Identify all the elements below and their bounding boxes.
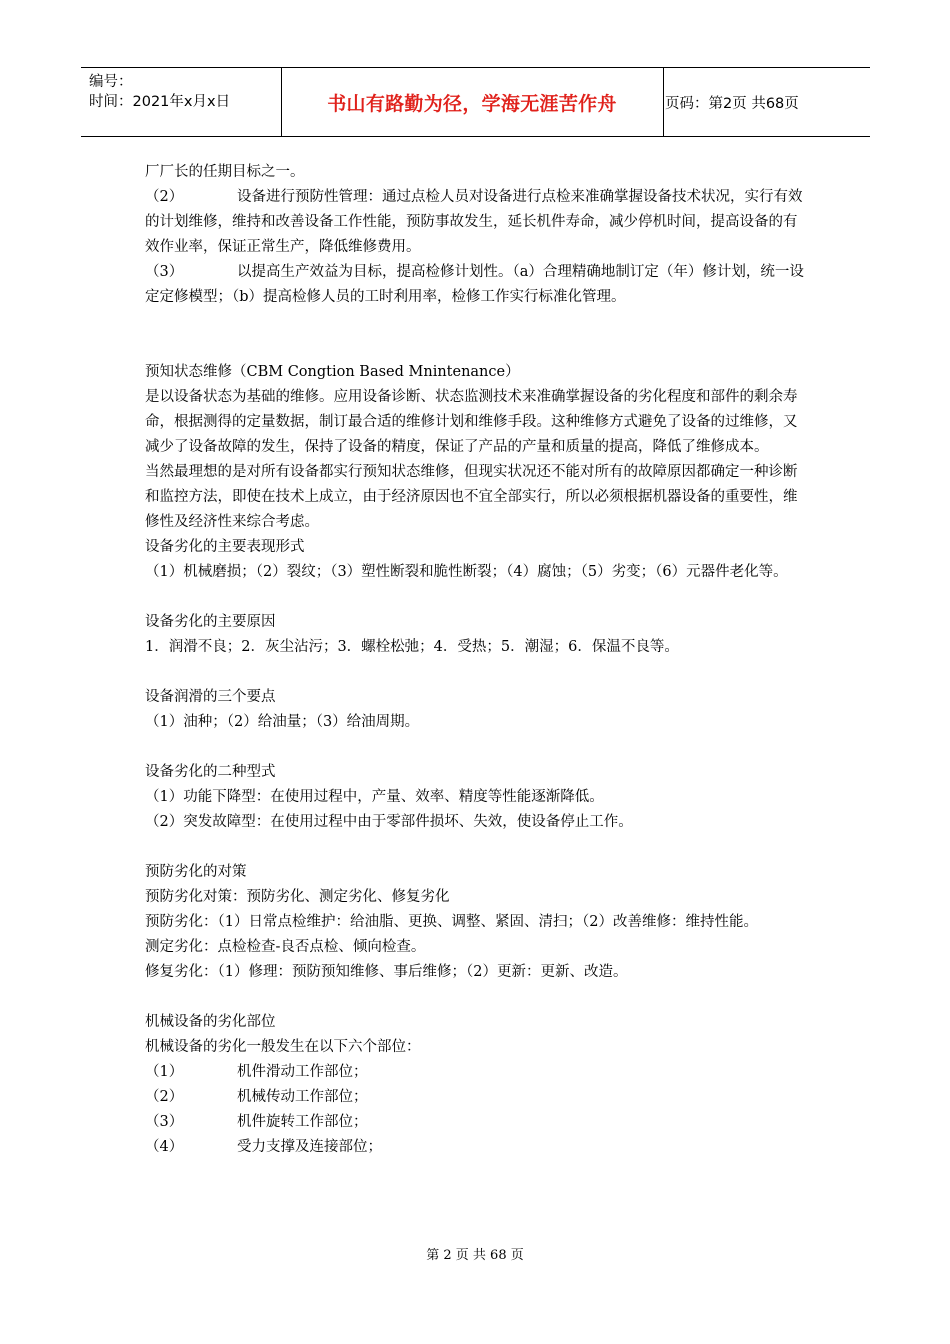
item-number: （3）: [145, 1114, 184, 1130]
section-title: 设备劣化的二种型式: [145, 764, 276, 780]
list-item: [145, 1085, 810, 1110]
paragraph: （1）机械磨损；（2）裂纹；（3）塑性断裂和脆性断裂；（4）腐蚀；（5）劣变；（6）元器件老化等。: [145, 564, 788, 580]
list-item-text: 机件滑动工作部位；: [237, 1064, 368, 1080]
numbered-paragraph: [145, 185, 810, 260]
section-title: 设备劣化的主要表现形式: [145, 539, 305, 555]
section-title: 预知状态维修（CBM Congtion Based Mnintenance）: [145, 364, 520, 380]
list-item-text: 受力支撑及连接部位；: [237, 1139, 382, 1155]
list-item-text: 机械传动工作部位；: [237, 1089, 368, 1105]
section-title: 机械设备的劣化部位: [145, 1014, 276, 1030]
code-label: 编号：: [89, 74, 133, 90]
page-header: [81, 67, 870, 137]
paragraph: 是以设备状态为基础的维修。应用设备诊断、状态监测技术来准确掌握设备的劣化程度和部件的剩余寿命，根据测得的定量数据，制订最合适的维修计划和维修手段。这种维修方式避免了设备的过维修，又减少了设备故障的发生，保持了设备的精度，保证了产品的产量和质量的提高，降低了维修成本。: [145, 389, 798, 455]
list-item: [145, 1060, 810, 1085]
item-number: （2）: [145, 189, 184, 205]
paragraph: 当然最理想的是对所有设备都实行预知状态维修，但现实状况还不能对所有的故障原因都确定一种诊断和监控方法，即使在技术上成立，由于经济原因也不宜全部实行，所以必须根据机器设备的重要性，维修性及经济性来综合考虑。: [145, 464, 798, 530]
paragraph: 1．润滑不良；2．灰尘沾污；3．螺栓松弛；4．受热；5．潮湿；6．保温不良等。: [145, 639, 679, 655]
paragraph: （1）功能下降型：在使用过程中，产量、效率、精度等性能逐渐降低。: [145, 789, 604, 805]
section-title: 预防劣化的对策: [145, 864, 247, 880]
paragraph: 机械设备的劣化一般发生在以下六个部位：: [145, 1039, 421, 1055]
paragraph: （2）突发故障型：在使用过程中由于零部件损坏、失效，使设备停止工作。: [145, 814, 633, 830]
header-divider: [663, 68, 664, 136]
section-title: 设备劣化的主要原因: [145, 614, 276, 630]
item-number: （1）: [145, 1064, 184, 1080]
list-item-text: 机件旋转工作部位；: [237, 1114, 368, 1130]
time-label: 时间：2021年x月x日: [89, 94, 231, 110]
paragraph-text: 设备进行预防性管理：通过点检人员对设备进行点检来准确掌握设备技术状况，实行有效的计划维修，维持和改善设备工作性能，预防事故发生，延长机件寿命，减少停机时间，提高设备的有效作业率，保证正常生产，降低维修费用。: [145, 189, 803, 255]
item-number: （3）: [145, 264, 184, 280]
section-title: 设备润滑的三个要点: [145, 689, 276, 705]
paragraph: 预防劣化：（1）日常点检维护：给油脂、更换、调整、紧固、清扫；（2）改善维修：维持性能。: [145, 914, 758, 930]
paragraph: 预防劣化对策：预防劣化、测定劣化、修复劣化: [145, 889, 450, 905]
header-page-label: 页码：第2页 共68页: [665, 95, 799, 112]
list-item: [145, 1135, 810, 1160]
numbered-paragraph: [145, 260, 810, 310]
document-body: [145, 160, 810, 1160]
header-motto: 书山有路勤为径，学海无涯苦作舟: [327, 92, 617, 115]
paragraph: 修复劣化：（1）修理：预防预知维修、事后维修；（2）更新：更新、改造。: [145, 964, 628, 980]
paragraph: （1）油种；（2）给油量；（3）给油周期。: [145, 714, 420, 730]
item-number: （2）: [145, 1089, 184, 1105]
list-item: [145, 1110, 810, 1135]
item-number: （4）: [145, 1139, 184, 1155]
paragraph-text: 以提高生产效益为目标，提高检修计划性。（a）合理精确地制订定（年）修计划，统一设定定修模型；（b）提高检修人员的工时利用率，检修工作实行标准化管理。: [145, 264, 804, 305]
header-divider: [281, 68, 282, 136]
paragraph: 测定劣化：点检检查-良否点检、倾向检查。: [145, 939, 426, 955]
page-footer: 第 2 页 共 68 页: [426, 1248, 524, 1263]
header-meta: [89, 72, 230, 112]
paragraph: 厂厂长的任期目标之一。: [145, 164, 305, 180]
